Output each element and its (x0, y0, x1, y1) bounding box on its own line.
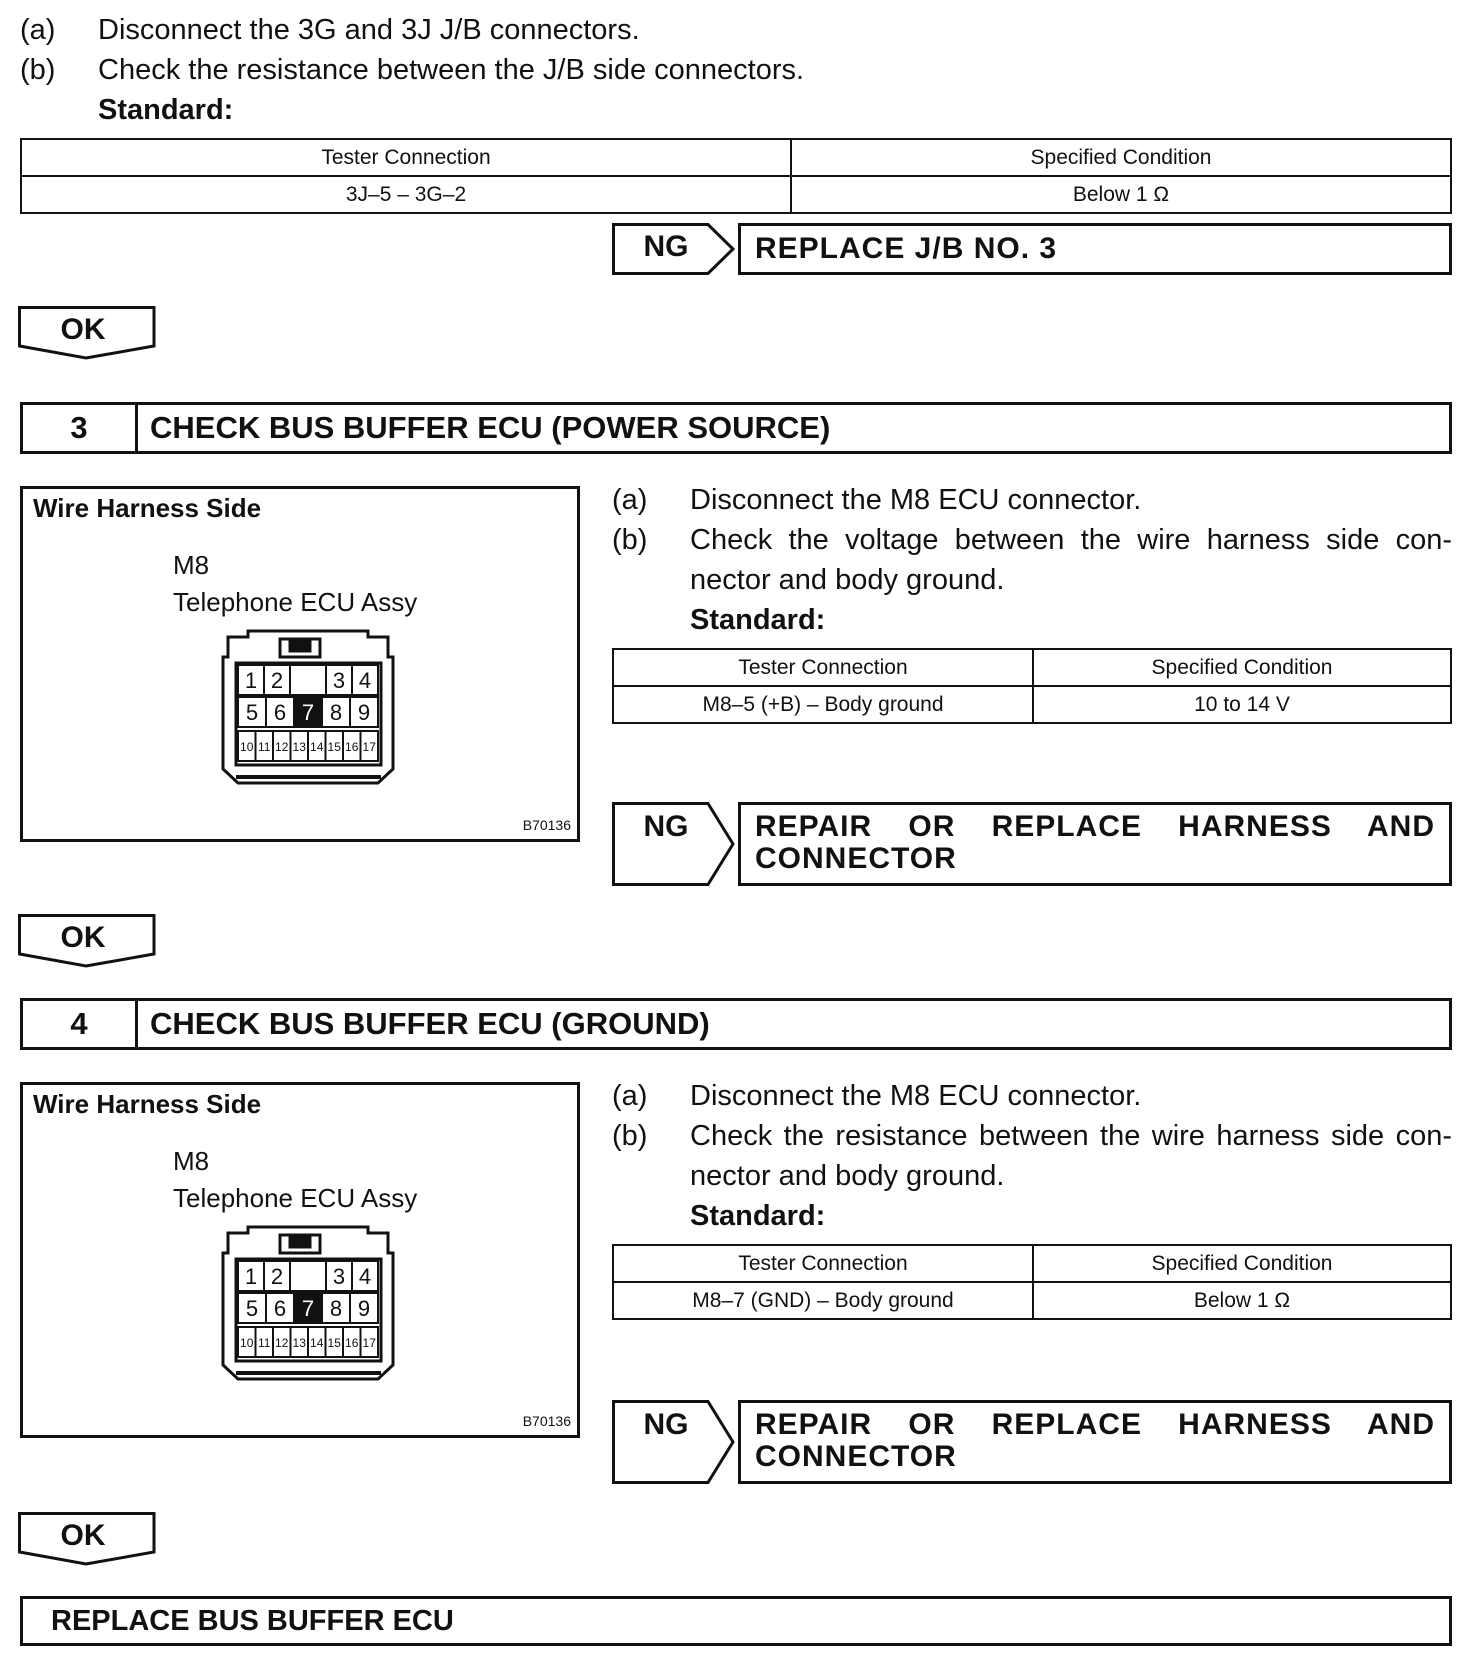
final-action-text: REPLACE BUS BUFFER ECU (51, 1604, 454, 1637)
table-cell: 10 to 14 V (1033, 686, 1451, 723)
ng-result-text: REPAIR OR REPLACE HARNESS AND (755, 1408, 1435, 1441)
ng-label: NG (643, 1408, 689, 1441)
step-text: Check the resistance between the wire harness side con- (690, 1120, 1452, 1152)
standard-row (20, 90, 1020, 130)
step-a (612, 480, 1452, 520)
step-b-cont (612, 1156, 1452, 1196)
step-label: (b) (612, 524, 648, 556)
connector-name (173, 547, 417, 621)
table-header-row (21, 139, 1451, 176)
step-text: nector and body ground. (690, 1160, 1005, 1192)
pin-label: 17 (362, 1336, 376, 1350)
step-label (612, 1156, 690, 1196)
step-b (612, 520, 1452, 560)
step-label (612, 560, 690, 600)
step-label: (a) (612, 1080, 648, 1112)
pin-label: 10 (240, 740, 254, 754)
pin-label: 4 (358, 668, 372, 693)
step3-connector-diagram (20, 486, 580, 842)
connector-id: M8 (173, 1146, 210, 1176)
pin-label: 16 (345, 740, 359, 754)
pin-label: 3 (332, 1264, 346, 1289)
connector-desc: Telephone ECU Assy (173, 1183, 418, 1213)
ng-result-text: REPLACE J/B NO. 3 (755, 232, 1058, 265)
step-b-cont (612, 560, 1452, 600)
standard-row (612, 1196, 1452, 1236)
step-label: (b) (612, 1120, 648, 1152)
ng-result-text: CONNECTOR (755, 1440, 957, 1473)
standard-label: Standard: (690, 1200, 826, 1232)
table-cell: Below 1 Ω (1033, 1282, 1451, 1319)
pin-label: 11 (257, 1336, 271, 1350)
table-cell: 3J–5 – 3G–2 (21, 176, 791, 213)
table-header: Specified Condition (1033, 649, 1451, 686)
pin-label: 13 (292, 1336, 306, 1350)
pin-label: 9 (357, 1296, 371, 1321)
connector-desc: Telephone ECU Assy (173, 587, 418, 617)
ng-result-text: CONNECTOR (755, 842, 957, 875)
pin-label: 1 (244, 668, 258, 693)
connector-name (173, 1143, 417, 1217)
pin-label: 5 (245, 1296, 259, 1321)
step-number: 4 (23, 1001, 138, 1047)
connector-id: M8 (173, 550, 210, 580)
table-header: Tester Connection (21, 139, 791, 176)
step4-connector-diagram (20, 1082, 580, 1438)
pin-label: 1 (244, 1264, 258, 1289)
step-text: Disconnect the M8 ECU connector. (690, 484, 1142, 516)
diagram-header: Wire Harness Side (33, 493, 262, 523)
step-text: Disconnect the 3G and 3J J/B connectors. (98, 14, 640, 46)
section2-steps (20, 10, 1020, 130)
pin-label: 17 (362, 740, 376, 754)
ok-label: OK (60, 921, 106, 954)
step-text: Disconnect the M8 ECU connector. (690, 1080, 1142, 1112)
pin-label: 11 (257, 740, 271, 754)
pin-label: 15 (327, 1336, 341, 1350)
ng-result-box (738, 223, 1452, 275)
ok-label: OK (60, 1519, 106, 1552)
pin-label: 10 (240, 1336, 254, 1350)
step-b (612, 1116, 1452, 1156)
pin-label: 16 (345, 1336, 359, 1350)
connector-face-icon (218, 1223, 398, 1385)
pin-label: 12 (275, 1336, 289, 1350)
standard-label: Standard: (690, 604, 826, 636)
pin-label: 9 (357, 700, 371, 725)
pin-label: 7 (301, 700, 315, 725)
step-a (612, 1076, 1452, 1116)
spec-table (20, 138, 1452, 214)
table-row (21, 176, 1451, 213)
step-title: CHECK BUS BUFFER ECU (POWER SOURCE) (150, 410, 831, 445)
pin-label: 4 (358, 1264, 372, 1289)
diagram-header: Wire Harness Side (33, 1089, 262, 1119)
ng-result-box (738, 802, 1452, 886)
pin-label: 6 (273, 700, 287, 725)
step-label: (b) (20, 54, 56, 86)
step-a (20, 10, 1020, 50)
ng-label: NG (643, 230, 689, 263)
step-number: 3 (23, 405, 138, 451)
table-row (613, 686, 1451, 723)
table-cell: Below 1 Ω (791, 176, 1451, 213)
step-b (20, 50, 1020, 90)
step-label: (a) (612, 484, 648, 516)
table-header: Tester Connection (613, 649, 1033, 686)
ng-result-box (738, 1400, 1452, 1484)
step4-instructions (612, 1076, 1452, 1236)
pin-label: 13 (292, 740, 306, 754)
ng-label: NG (643, 810, 689, 843)
step-text: nector and body ground. (690, 564, 1005, 596)
ok-arrow (18, 1512, 158, 1566)
table-cell: M8–5 (+B) – Body ground (613, 686, 1033, 723)
diagram-code: B70136 (522, 817, 571, 833)
step4-header (20, 998, 1452, 1050)
pin-label: 2 (270, 668, 284, 693)
ok-arrow (18, 914, 158, 968)
spec-table (612, 648, 1452, 724)
connector-face-icon (218, 627, 398, 789)
pin-label: 15 (327, 740, 341, 754)
step3-instructions (612, 480, 1452, 640)
ng-result-text: REPAIR OR REPLACE HARNESS AND (755, 810, 1435, 843)
pin-label: 14 (310, 740, 324, 754)
ok-label: OK (60, 313, 106, 346)
step-title: CHECK BUS BUFFER ECU (GROUND) (150, 1006, 710, 1041)
table-header: Specified Condition (791, 139, 1451, 176)
table-header-row (613, 649, 1451, 686)
diagram-code: B70136 (522, 1413, 571, 1429)
pin-label: 8 (329, 1296, 343, 1321)
table-header: Tester Connection (613, 1245, 1033, 1282)
pin-label: 5 (245, 700, 259, 725)
pin-label: 8 (329, 700, 343, 725)
step-text: Check the resistance between the J/B side connectors. (98, 54, 805, 86)
step-text: Check the voltage between the wire harness side con- (690, 524, 1452, 556)
pin-label: 6 (273, 1296, 287, 1321)
step3-header (20, 402, 1452, 454)
pin-label: 3 (332, 668, 346, 693)
table-header-row (613, 1245, 1451, 1282)
table-cell: M8–7 (GND) – Body ground (613, 1282, 1033, 1319)
ok-arrow (18, 306, 158, 360)
table-header: Specified Condition (1033, 1245, 1451, 1282)
pin-label: 7 (301, 1296, 315, 1321)
final-action-box (20, 1596, 1452, 1646)
standard-row (612, 600, 1452, 640)
table-row (613, 1282, 1451, 1319)
step-label: (a) (20, 14, 56, 46)
standard-label: Standard: (98, 94, 234, 126)
spec-table (612, 1244, 1452, 1320)
pin-label: 12 (275, 740, 289, 754)
pin-label: 14 (310, 1336, 324, 1350)
pin-label: 2 (270, 1264, 284, 1289)
